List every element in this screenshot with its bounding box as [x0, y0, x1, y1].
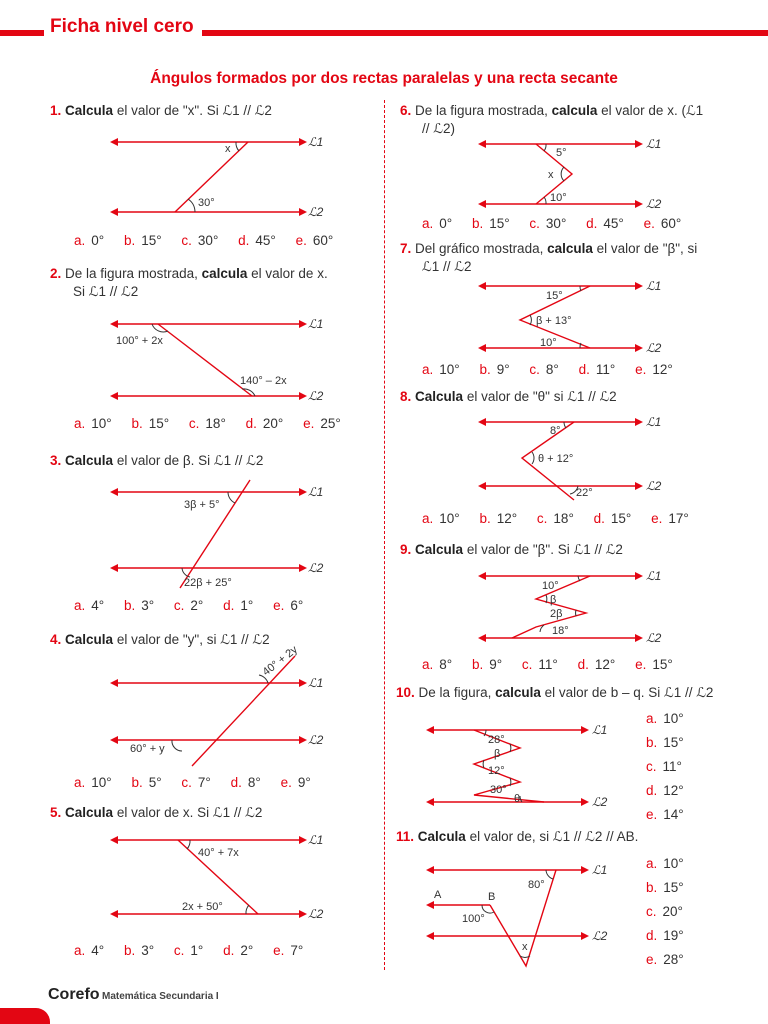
svg-text:ℒ2: ℒ2: [308, 733, 324, 747]
option-b: b. 15°: [123, 233, 162, 248]
column-divider: [384, 100, 385, 970]
problem-5-statement: 5. Calcula el valor de x. Si ℒ1 // ℒ2: [50, 805, 263, 820]
svg-text:ℒ2: ℒ2: [592, 795, 608, 809]
problem-1-statement: [50, 102, 272, 120]
problem-10-statement: 10. De la figura, calcula el valor de b – q. Si ℒ1 // ℒ2: [396, 685, 714, 700]
angle-label: 22β + 25°: [184, 577, 232, 589]
problem-1-figure: [110, 128, 350, 228]
svg-text:ℒ1: ℒ1: [308, 833, 324, 847]
option-c: c. 30°: [181, 233, 219, 248]
problem-9-options: a. 8° b. 9° c. 11° d. 12° e. 15°: [422, 657, 673, 672]
svg-text:ℒ2: ℒ2: [646, 341, 662, 355]
option-e: e. 60°: [295, 233, 334, 248]
problem-8-options: a. 10° b. 12° c. 18° d. 15° e. 17°: [422, 511, 689, 526]
problem-5-figure: [110, 826, 350, 926]
angle-label: 40° + 2y: [260, 643, 300, 679]
svg-text:ℒ2: ℒ2: [646, 479, 662, 493]
problem-2-options: a. 10° b. 15° c. 18° d. 20° e. 25°: [74, 416, 341, 431]
line-2-label: ℒ2: [308, 389, 324, 403]
problem-7-figure: [478, 276, 678, 360]
angle-label: 10°: [542, 580, 559, 592]
svg-text:ℒ1: ℒ1: [592, 863, 608, 877]
angle-label: 80°: [528, 879, 545, 891]
svg-text:ℒ2: ℒ2: [308, 907, 324, 921]
angle-label: β + 13°: [536, 315, 572, 327]
angle-label: 22°: [576, 487, 593, 499]
svg-text:ℒ1: ℒ1: [592, 723, 608, 737]
option-a: a. 0°: [74, 233, 105, 248]
angle-label: 28°: [488, 734, 505, 746]
problem-6-figure: [478, 134, 678, 218]
angle-label: 10°: [550, 192, 567, 204]
problem-10-figure: [426, 720, 626, 816]
angle-label: x: [522, 941, 528, 953]
angle-label: 15°: [546, 290, 563, 302]
problem-10-options: a. 10° b. 15° c. 11° d. 12° e. 14°: [646, 711, 684, 822]
angle-label: 8°: [550, 425, 561, 437]
section-title: Ángulos formados por dos rectas paralelas y una recta secante: [150, 70, 618, 87]
header: [44, 16, 202, 38]
problem-9-figure: [478, 566, 678, 650]
svg-text:ℒ1: ℒ1: [308, 676, 324, 690]
problem-7-statement: 7. Del gráfico mostrada, calcula el valor de "β", si ℒ1 // ℒ2: [400, 241, 698, 274]
angle-label: 100°: [462, 913, 485, 925]
svg-text:ℒ2: ℒ2: [592, 929, 608, 943]
problem-7-options: a. 10° b. 9° c. 8° d. 11° e. 12°: [422, 362, 673, 377]
angle-label: 10°: [540, 337, 557, 349]
problem-6-options: a. 0° b. 15° c. 30° d. 45° e. 60°: [422, 216, 682, 231]
line-2-label: ℒ2: [308, 205, 324, 219]
angle-label: 100° + 2x: [116, 335, 163, 347]
svg-text:ℒ2: ℒ2: [646, 197, 662, 211]
angle-label: 2β: [550, 608, 563, 620]
angle-label: 30°: [198, 197, 215, 209]
angle-label: 30°: [490, 784, 507, 796]
footer-tab: [0, 1008, 50, 1024]
problem-11-figure: [426, 858, 626, 970]
problem-number: 1.: [50, 103, 62, 118]
angle-label: θ + 12°: [538, 453, 574, 465]
svg-text:ℒ1: ℒ1: [646, 279, 662, 293]
problem-11-statement: 11. Calcula el valor de, si ℒ1 // ℒ2 // AB.: [396, 829, 639, 844]
problem-8-figure: [478, 412, 678, 504]
angle-label: θ: [514, 793, 521, 805]
problem-11-options: a. 10° b. 15° c. 20° d. 19° e. 28°: [646, 856, 684, 967]
svg-text:ℒ2: ℒ2: [308, 561, 324, 575]
angle-label: 3β + 5°: [184, 499, 220, 511]
option-d: d. 45°: [238, 233, 276, 248]
angle-label: 40° + 7x: [198, 847, 239, 859]
angle-label: β: [550, 594, 557, 606]
footer-subtitle: Matemática Secundaria I: [102, 991, 219, 1002]
problem-verb: Calcula: [65, 103, 114, 118]
footer-brand: Corefo: [48, 986, 100, 1003]
problem-8-statement: 8. Calcula el valor de "θ" si ℒ1 // ℒ2: [400, 389, 617, 404]
problem-4-figure: [110, 643, 350, 770]
problem-4-statement: 4. Calcula el valor de "y", si ℒ1 // ℒ2: [50, 632, 270, 647]
svg-text:ℒ1: ℒ1: [646, 569, 662, 583]
problem-3-statement: 3. Calcula el valor de β. Si ℒ1 // ℒ2: [50, 453, 264, 468]
angle-label: 18°: [552, 625, 569, 637]
line-1-label: ℒ1: [308, 317, 324, 331]
line-1-label: ℒ1: [308, 135, 324, 149]
point-a-label: A: [434, 889, 442, 901]
svg-text:ℒ2: ℒ2: [646, 631, 662, 645]
angle-label: 12°: [488, 765, 505, 777]
problem-4-options: a. 10° b. 5° c. 7° d. 8° e. 9°: [74, 775, 311, 790]
angle-label: x: [548, 169, 554, 181]
problem-text: el valor de "x". Si ℒ1 // ℒ2: [116, 103, 272, 118]
point-b-label: B: [488, 891, 496, 903]
problem-1-options: [74, 233, 349, 248]
problem-3-figure: [110, 476, 350, 594]
page-title: Ficha nivel cero: [50, 16, 194, 37]
problem-5-options: a. 4° b. 3° c. 1° d. 2° e. 7°: [74, 943, 304, 958]
problem-3-options: a. 4° b. 3° c. 2° d. 1° e. 6°: [74, 598, 304, 613]
angle-label: β: [494, 748, 501, 760]
problem-2-figure: [110, 308, 350, 408]
problem-9-statement: 9. Calcula el valor de "β". Si ℒ1 // ℒ2: [400, 542, 623, 557]
svg-text:ℒ1: ℒ1: [646, 137, 662, 151]
problem-6-statement: 6. De la figura mostrada, calcula el valor de x. (ℒ1 // ℒ2): [400, 103, 704, 136]
angle-label: 60° + y: [130, 743, 165, 755]
angle-label: 140° – 2x: [240, 375, 287, 387]
angle-label: 2x + 50°: [182, 901, 223, 913]
svg-text:ℒ1: ℒ1: [308, 485, 324, 499]
angle-label: x: [225, 143, 231, 155]
problem-2-statement: 2. De la figura mostrada, calcula el valor de x. Si ℒ1 // ℒ2: [50, 266, 328, 299]
angle-label: 5°: [556, 147, 567, 159]
svg-text:ℒ1: ℒ1: [646, 415, 662, 429]
